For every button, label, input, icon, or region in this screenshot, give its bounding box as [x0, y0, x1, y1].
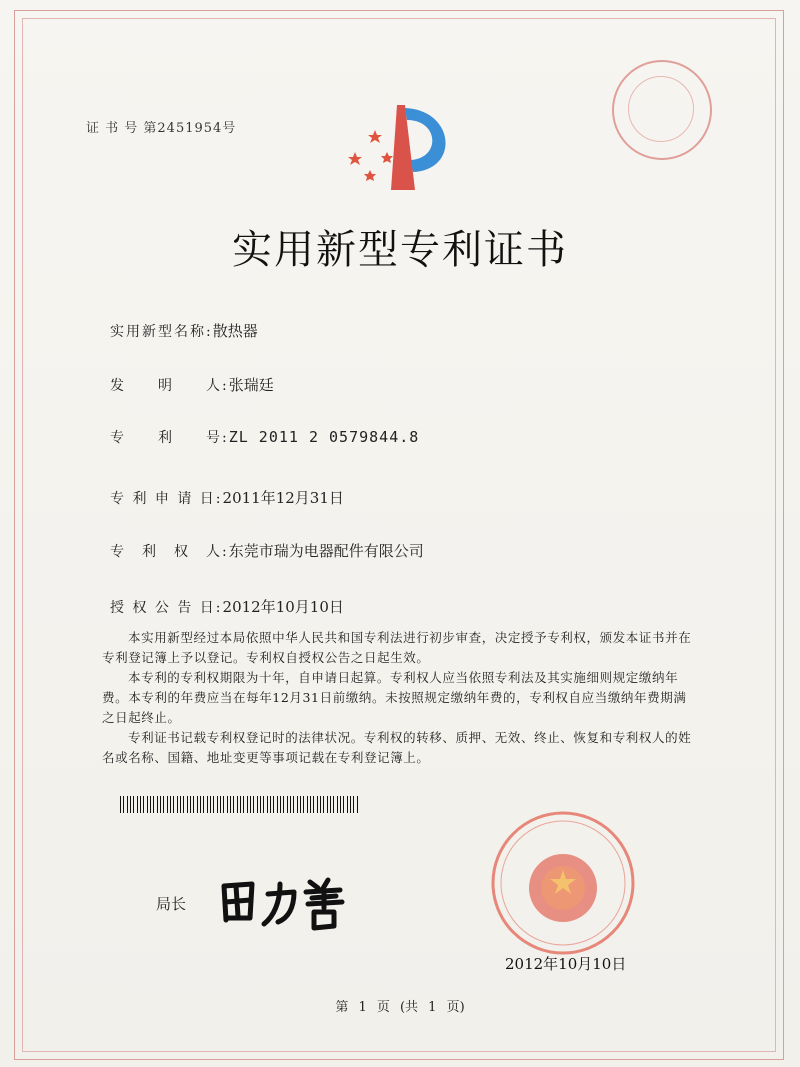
- field-value: 散热器: [212, 322, 258, 340]
- field-inventor: [110, 374, 274, 395]
- field-label: 授 权 公 告 日:: [110, 600, 223, 616]
- field-value: 2012年10月10日: [222, 598, 344, 616]
- issue-date: 2012年10月10日: [505, 955, 627, 973]
- field-label: 专 利 申 请 日:: [110, 491, 223, 507]
- field-value: 张瑞廷: [228, 376, 274, 394]
- field-patent-number: [110, 427, 419, 447]
- field-grant-date: [110, 596, 344, 617]
- top-seal-stamp: [612, 60, 712, 160]
- certificate-title: 实用新型专利证书: [232, 227, 568, 273]
- field-utility-name: [110, 320, 258, 341]
- field-label: 专 利 号:: [110, 430, 229, 446]
- director-label: 局长: [156, 895, 187, 913]
- certificate-number: 证 书 号 第2451954号: [86, 121, 237, 136]
- body-paragraph: 本专利的专利权期限为十年，自申请日起算。专利权人应当依照专利法及其实施细则规定缴纳年费。本专利的年费应当在每年12月31日前缴纳。未按照规定缴纳年费的，专利权自应当缴纳年费期满之日起终止。: [102, 670, 687, 725]
- field-patentee: [110, 540, 424, 561]
- field-value: 东莞市瑞为电器配件有限公司: [228, 542, 424, 560]
- field-label: 实用新型名称:: [110, 324, 213, 340]
- barcode-icon: [120, 796, 360, 813]
- body-paragraph: 专利证书记载专利权登记时的法律状况。专利权的转移、质押、无效、终止、恢复和专利权人的姓名或名称、国籍、地址变更等事项记载在专利登记簿上。: [102, 730, 692, 765]
- field-value: ZL 2011 2 0579844.8: [228, 428, 420, 446]
- director-signature: [216, 872, 356, 932]
- official-seal-stamp: [488, 808, 638, 958]
- field-label: 专 利 权 人:: [110, 544, 229, 560]
- field-application-date: [110, 487, 344, 508]
- cnipa-logo-icon: [335, 100, 465, 195]
- page-footer: 第 1 页 (共 1 页): [335, 1000, 465, 1015]
- field-value: 2011年12月31日: [222, 489, 344, 507]
- body-paragraph: 本实用新型经过本局依照中华人民共和国专利法进行初步审查，决定授予专利权，颁发本证书并在专利登记簿上予以登记。专利权自授权公告之日起生效。: [102, 630, 692, 665]
- field-label: 发 明 人:: [110, 378, 229, 394]
